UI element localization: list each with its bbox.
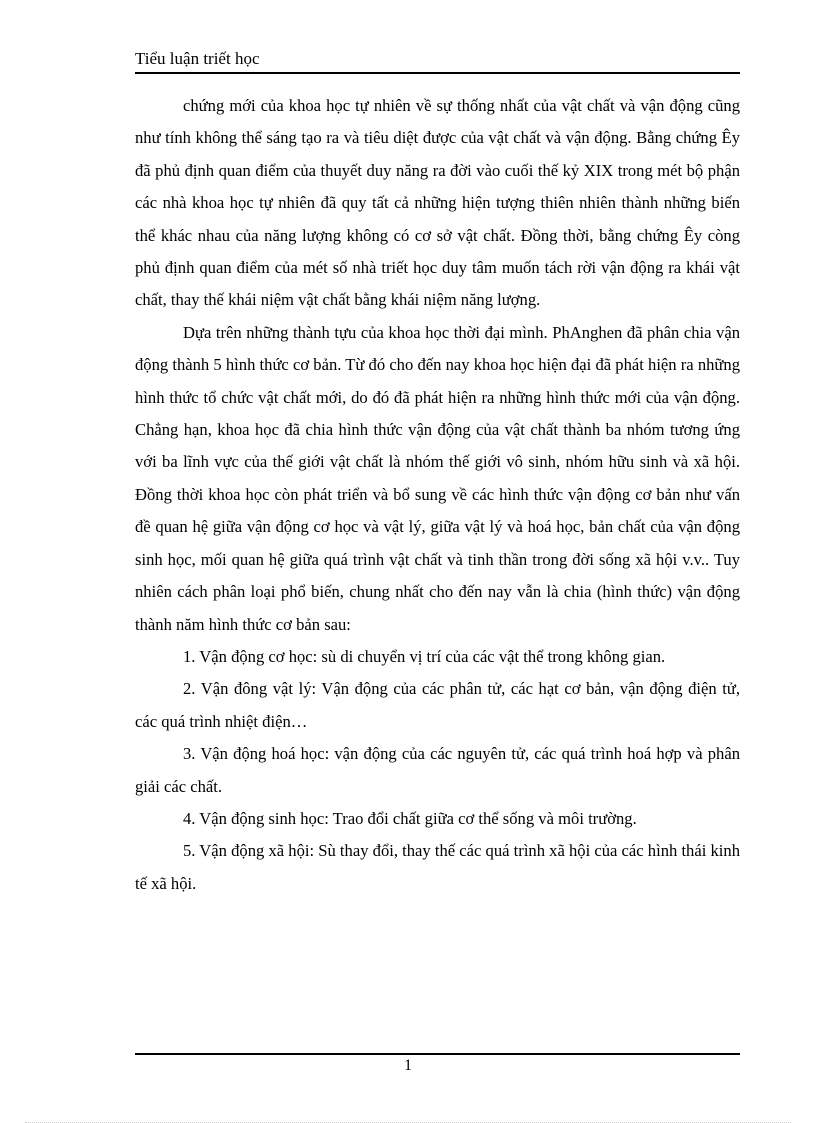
list-item-social-motion: 5. Vận động xã hội: Sù thay đổi, thay thế các quá trình xã hội của các hình thái kinh tế xã hội.	[135, 841, 740, 893]
paragraph-forms-of-motion: Dựa trên những thành tựu của khoa học thời đại mình. PhAnghen đã phân chia vận động thành 5 hình thức cơ bản. Từ đó cho đến nay khoa học hiện đại đã phát hiện ra những hình thức tổ chức vật chất mới, do đó đã phát hiện ra những hình thức mới của vận động. Chẳng hạn, khoa học đã chia hình thức vận động của vật chất thành ba nhóm tương ứng với ba lĩnh vực của thế giới vật chất là nhóm thế giới vô sinh, nhóm hữu sinh và xã hội. Đồng thời khoa học còn phát triển và bổ sung về các hình thức vận động cơ bản như vấn đề quan hệ giữa vận động cơ học và vật lý, giữa vật lý và hoá học, bản chất của vận động sinh học, mối quan hệ giữa quá trình vật chất và tinh thần trong đời sống xã hội v.v.. Tuy nhiên cách phân loại phổ biến, chung nhất cho đến nay vẫn là chia (hình thức) vận động thành năm hình thức cơ bản sau:	[135, 322, 740, 634]
list-item-chemical-motion: 3. Vận động hoá học: vận động của các nguyên tử, các quá trình hoá hợp và phân giải các chất.	[135, 744, 740, 796]
body-text	[135, 90, 740, 900]
list-item-biological-motion: 4. Vận động sinh học: Trao đổi chất giữa cơ thể sống và môi trường.	[183, 808, 637, 828]
page-number: 1	[404, 1057, 412, 1074]
page-header	[135, 48, 740, 74]
paragraph-evidence: chứng mới của khoa học tự nhiên về sự thống nhất của vật chất và vận động cũng như tính không thể sáng tạo ra và tiêu diệt được của vật chất và vận động. Bằng chứng Êy đã phủ định quan điểm của thuyết duy năng ra đời vào cuối thế kỷ XIX trong mét bộ phận các nhà khoa học tự nhiên đã quy tất cả những hiện tượng thiên nhiên thành những biến thể khác nhau của năng lượng không có cơ sở vật chất. Đồng thời, bằng chứng Êy còng phủ định quan điểm của mét số nhà triết học duy tâm muốn tách rời vận động ra khái vật chất, thay thế khái niệm vật chất bằng khái niệm năng lượng.	[135, 96, 740, 310]
footer-rule	[135, 1053, 740, 1055]
list-item-mechanical-motion: 1. Vận động cơ học: sù di chuyển vị trí của các vật thể trong không gian.	[183, 646, 666, 666]
list-item-physical-motion: 2. Vận đông vật lý: Vận động của các phân tử, các hạt cơ bản, vận động điện tử, các quá trình nhiệt điện…	[135, 679, 740, 731]
header-title: Tiểu luận triết học	[135, 49, 260, 68]
